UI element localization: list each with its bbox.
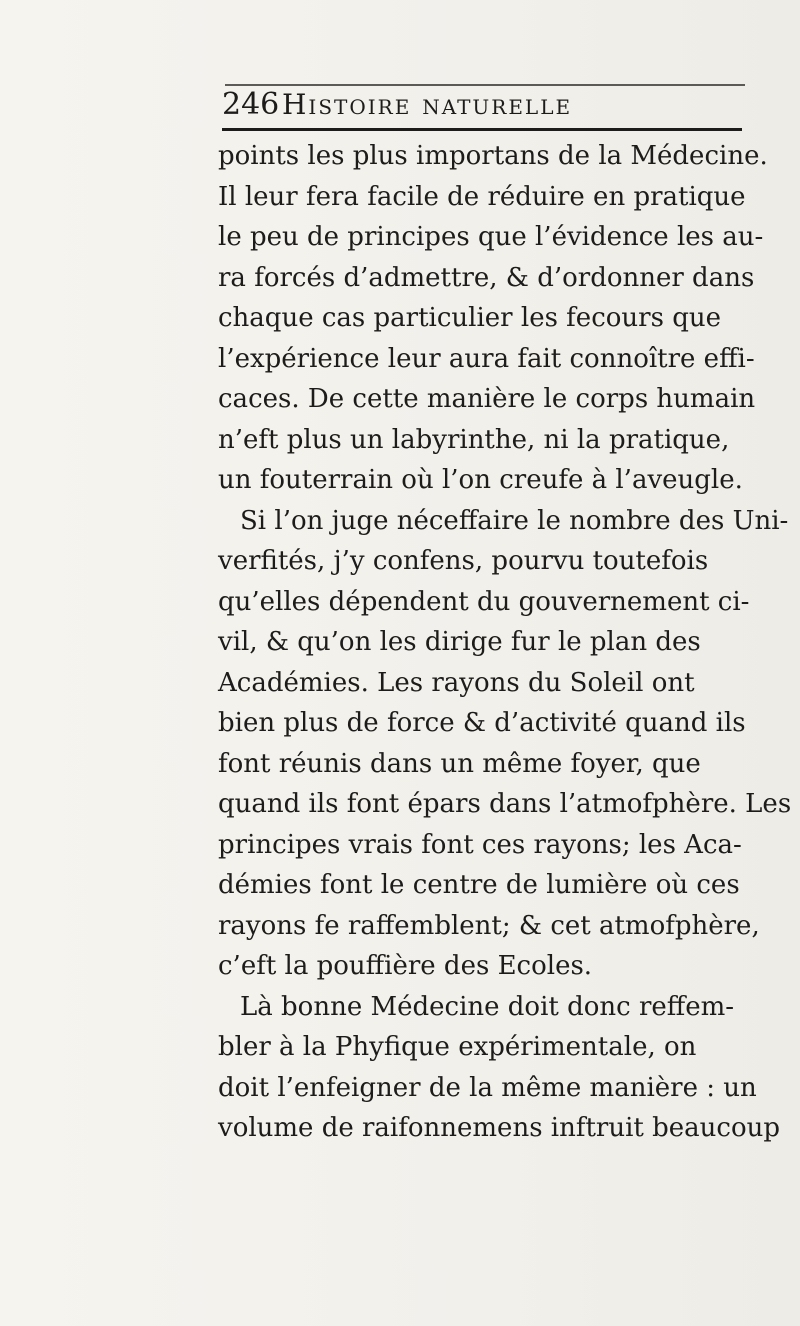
text-line: n’eft plus un labyrinthe, ni la pratique,	[218, 424, 730, 455]
page-number: 246	[222, 87, 280, 122]
text-line: Il leur fera facile de réduire en pratique	[218, 181, 746, 212]
text-line: ra forcés d’admettre, & d’ordonner dans	[218, 262, 755, 293]
text-line: verfités, j’y confens, pourvu toutefois	[218, 546, 709, 576]
text-line: chaque cas particulier les fecours que	[218, 303, 721, 333]
text-line: bler à la Phyfique expérimentale, on	[218, 1032, 697, 1062]
text-line: un fouterrain où l’on creufe à l’aveugle.	[218, 465, 743, 495]
text-line: Académies. Les rayons du Soleil ont	[218, 667, 695, 698]
text-line: quand ils font épars dans l’atmofphère. Les	[218, 789, 792, 819]
text-line: caces. De cette manière le corps humain	[218, 384, 756, 414]
text-line: font réunis dans un même foyer, que	[218, 748, 701, 779]
text-line: points les plus importans de la Médecine.	[218, 141, 768, 171]
text-line: vil, & qu’on les dirige fur le plan des	[218, 627, 701, 657]
header-rule	[222, 128, 742, 131]
text-line: doit l’enfeigner de la même manière : un	[218, 1072, 757, 1103]
text-line: Si l’on juge néceffaire le nombre des Uni-	[240, 505, 789, 536]
text-line: rayons fe raffemblent; & cet atmofphère,	[218, 910, 760, 941]
text-line: le peu de principes que l’évidence les au-	[218, 222, 764, 252]
text-line: Là bonne Médecine doit donc reffem-	[240, 991, 735, 1022]
body-text	[218, 136, 792, 1149]
text-line: démies font le centre de lumière où ces	[218, 870, 740, 900]
text-line: volume de raifonnemens inftruit beaucoup	[218, 1113, 781, 1143]
text-line: bien plus de force & d’activité quand ils	[218, 708, 746, 738]
text-line: l’expérience leur aura fait connoître effi-	[218, 343, 755, 374]
text-line: c’eft la pouffière des Ecoles.	[218, 951, 593, 981]
running-title: Histoire naturelle	[282, 88, 573, 121]
text-line: principes vrais font ces rayons; les Aca-	[218, 829, 742, 860]
page-header	[222, 86, 742, 126]
text-line: qu’elles dépendent du gouvernement ci-	[218, 586, 750, 617]
